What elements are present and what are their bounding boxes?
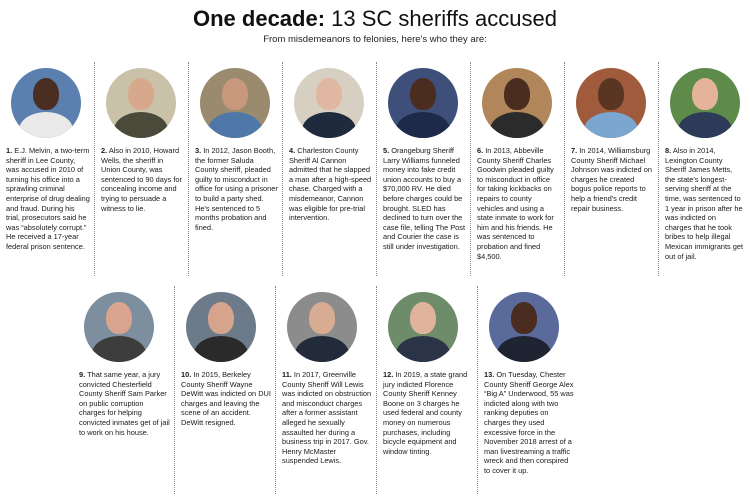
portrait-photo — [106, 68, 176, 138]
portrait-photo — [489, 292, 559, 362]
profile-card — [564, 62, 658, 276]
title-bold: One decade: — [193, 6, 326, 31]
profile-card — [174, 286, 275, 494]
profile-card — [658, 62, 748, 276]
profile-card — [470, 62, 564, 276]
profile-text: 8. Also in 2014, Lexington County Sheriff James Metts, the state's longest-serving sheriff at the time, was sentenced to 1 year in prison after he was indicted on charges that he took bribes to help illegal Mexican immigrants get out of jail. — [665, 146, 744, 261]
profile-text: 11. In 2017, Greenville County Sheriff Will Lewis was indicted on obstruction and misconduct charges after a former assistant alleged he sexually assaulted her during a business trip in 2017. Gov. Henry McMaster suspended Lewis. — [282, 370, 372, 466]
portrait-photo — [388, 68, 458, 138]
profile-card — [73, 286, 174, 494]
page-subtitle: From misdemeanors to felonies, here's who they are: — [263, 34, 487, 45]
profile-text: 6. In 2013, Abbeville County Sheriff Charles Goodwin pleaded guilty to misconduct in office for taking kickbacks on repairs to county vehicles and using a state inmate to work for him and his friends. He was sentenced to probation and fined $4,500. — [477, 146, 554, 261]
profile-text: 1. E.J. Melvin, a two-term sheriff in Lee County, was accused in 2010 of turning his office into a sprawling criminal enterprise of drug dealing and fraud. During his trial, prosecutors said he was “absolutely corrupt.” He received a 17-year federal prison sentence. — [6, 146, 90, 251]
profile-text: 9. That same year, a jury convicted Chesterfield County Sheriff Sam Parker on public corruption charges for helping convicted inmates get of jail to work on his house. — [79, 370, 170, 437]
profile-text: 7. In 2014, Williamsburg County Sheriff Michael Johnson was indicted on charges he created bogus police reports to help a friend's credit repair business. — [571, 146, 652, 213]
profile-card — [94, 62, 188, 276]
profile-card — [188, 62, 282, 276]
profile-text: 13. On Tuesday, Chester County Sheriff George Alex “Big A” Underwood, 55 was indicted along with two ranking deputies on charges they used excessive force in the November 2018 arrest of a man livestreaming a traffic wreck and then conspired to cover it up. — [484, 370, 574, 475]
profile-card — [275, 286, 376, 494]
profile-text: 2. Also in 2010, Howard Wells, the sheriff in Union County, was sentenced to 90 days for concealing income and trying to persuade a witness to lie. — [101, 146, 182, 213]
profile-text: 10. In 2015, Berkeley County Sheriff Wayne DeWitt was indicted on DUI charges and leaving the scene of an accident. DeWitt resigned. — [181, 370, 271, 427]
portrait-photo — [482, 68, 552, 138]
portrait-photo — [200, 68, 270, 138]
portrait-photo — [388, 292, 458, 362]
portrait-photo — [186, 292, 256, 362]
profiles-row-2 — [73, 286, 578, 494]
profiles-row-1 — [0, 62, 748, 276]
profile-card — [282, 62, 376, 276]
header — [0, 6, 750, 45]
profile-card — [477, 286, 578, 494]
profile-text: 5. Orangeburg Sheriff Larry Williams funneled money into fake credit union accounts to buy a $70,000 RV. He died before charges could be brought. SLED has declined to turn over the case file, telling The Post and Courier the case is still under investigation. — [383, 146, 466, 251]
page-title — [0, 6, 750, 32]
profile-card — [376, 286, 477, 494]
portrait-photo — [11, 68, 81, 138]
portrait-photo — [84, 292, 154, 362]
profile-text: 3. In 2012, Jason Booth, the former Saluda County sheriff, pleaded guilty to misconduct in office for using a prisoner to build a party shed. He's sentenced to 5 months probation and fined. — [195, 146, 278, 232]
profile-text: 12. In 2019, a state grand jury indicted Florence County Sheriff Kenney Boone on 3 charges he used federal and county money on numerous purchases, including bicycle equipment and window tinting. — [383, 370, 468, 456]
portrait-photo — [670, 68, 740, 138]
title-rest: 13 SC sheriffs accused — [325, 6, 557, 31]
profile-card — [376, 62, 470, 276]
profile-text: 4. Charleston County Sheriff Al Cannon admitted that he slapped a man after a high-speed chase. Charged with a misdemeanor, Cannon was eligible for pre-trial intervention. — [289, 146, 372, 223]
portrait-photo — [287, 292, 357, 362]
portrait-photo — [576, 68, 646, 138]
portrait-photo — [294, 68, 364, 138]
profile-card — [0, 62, 94, 276]
